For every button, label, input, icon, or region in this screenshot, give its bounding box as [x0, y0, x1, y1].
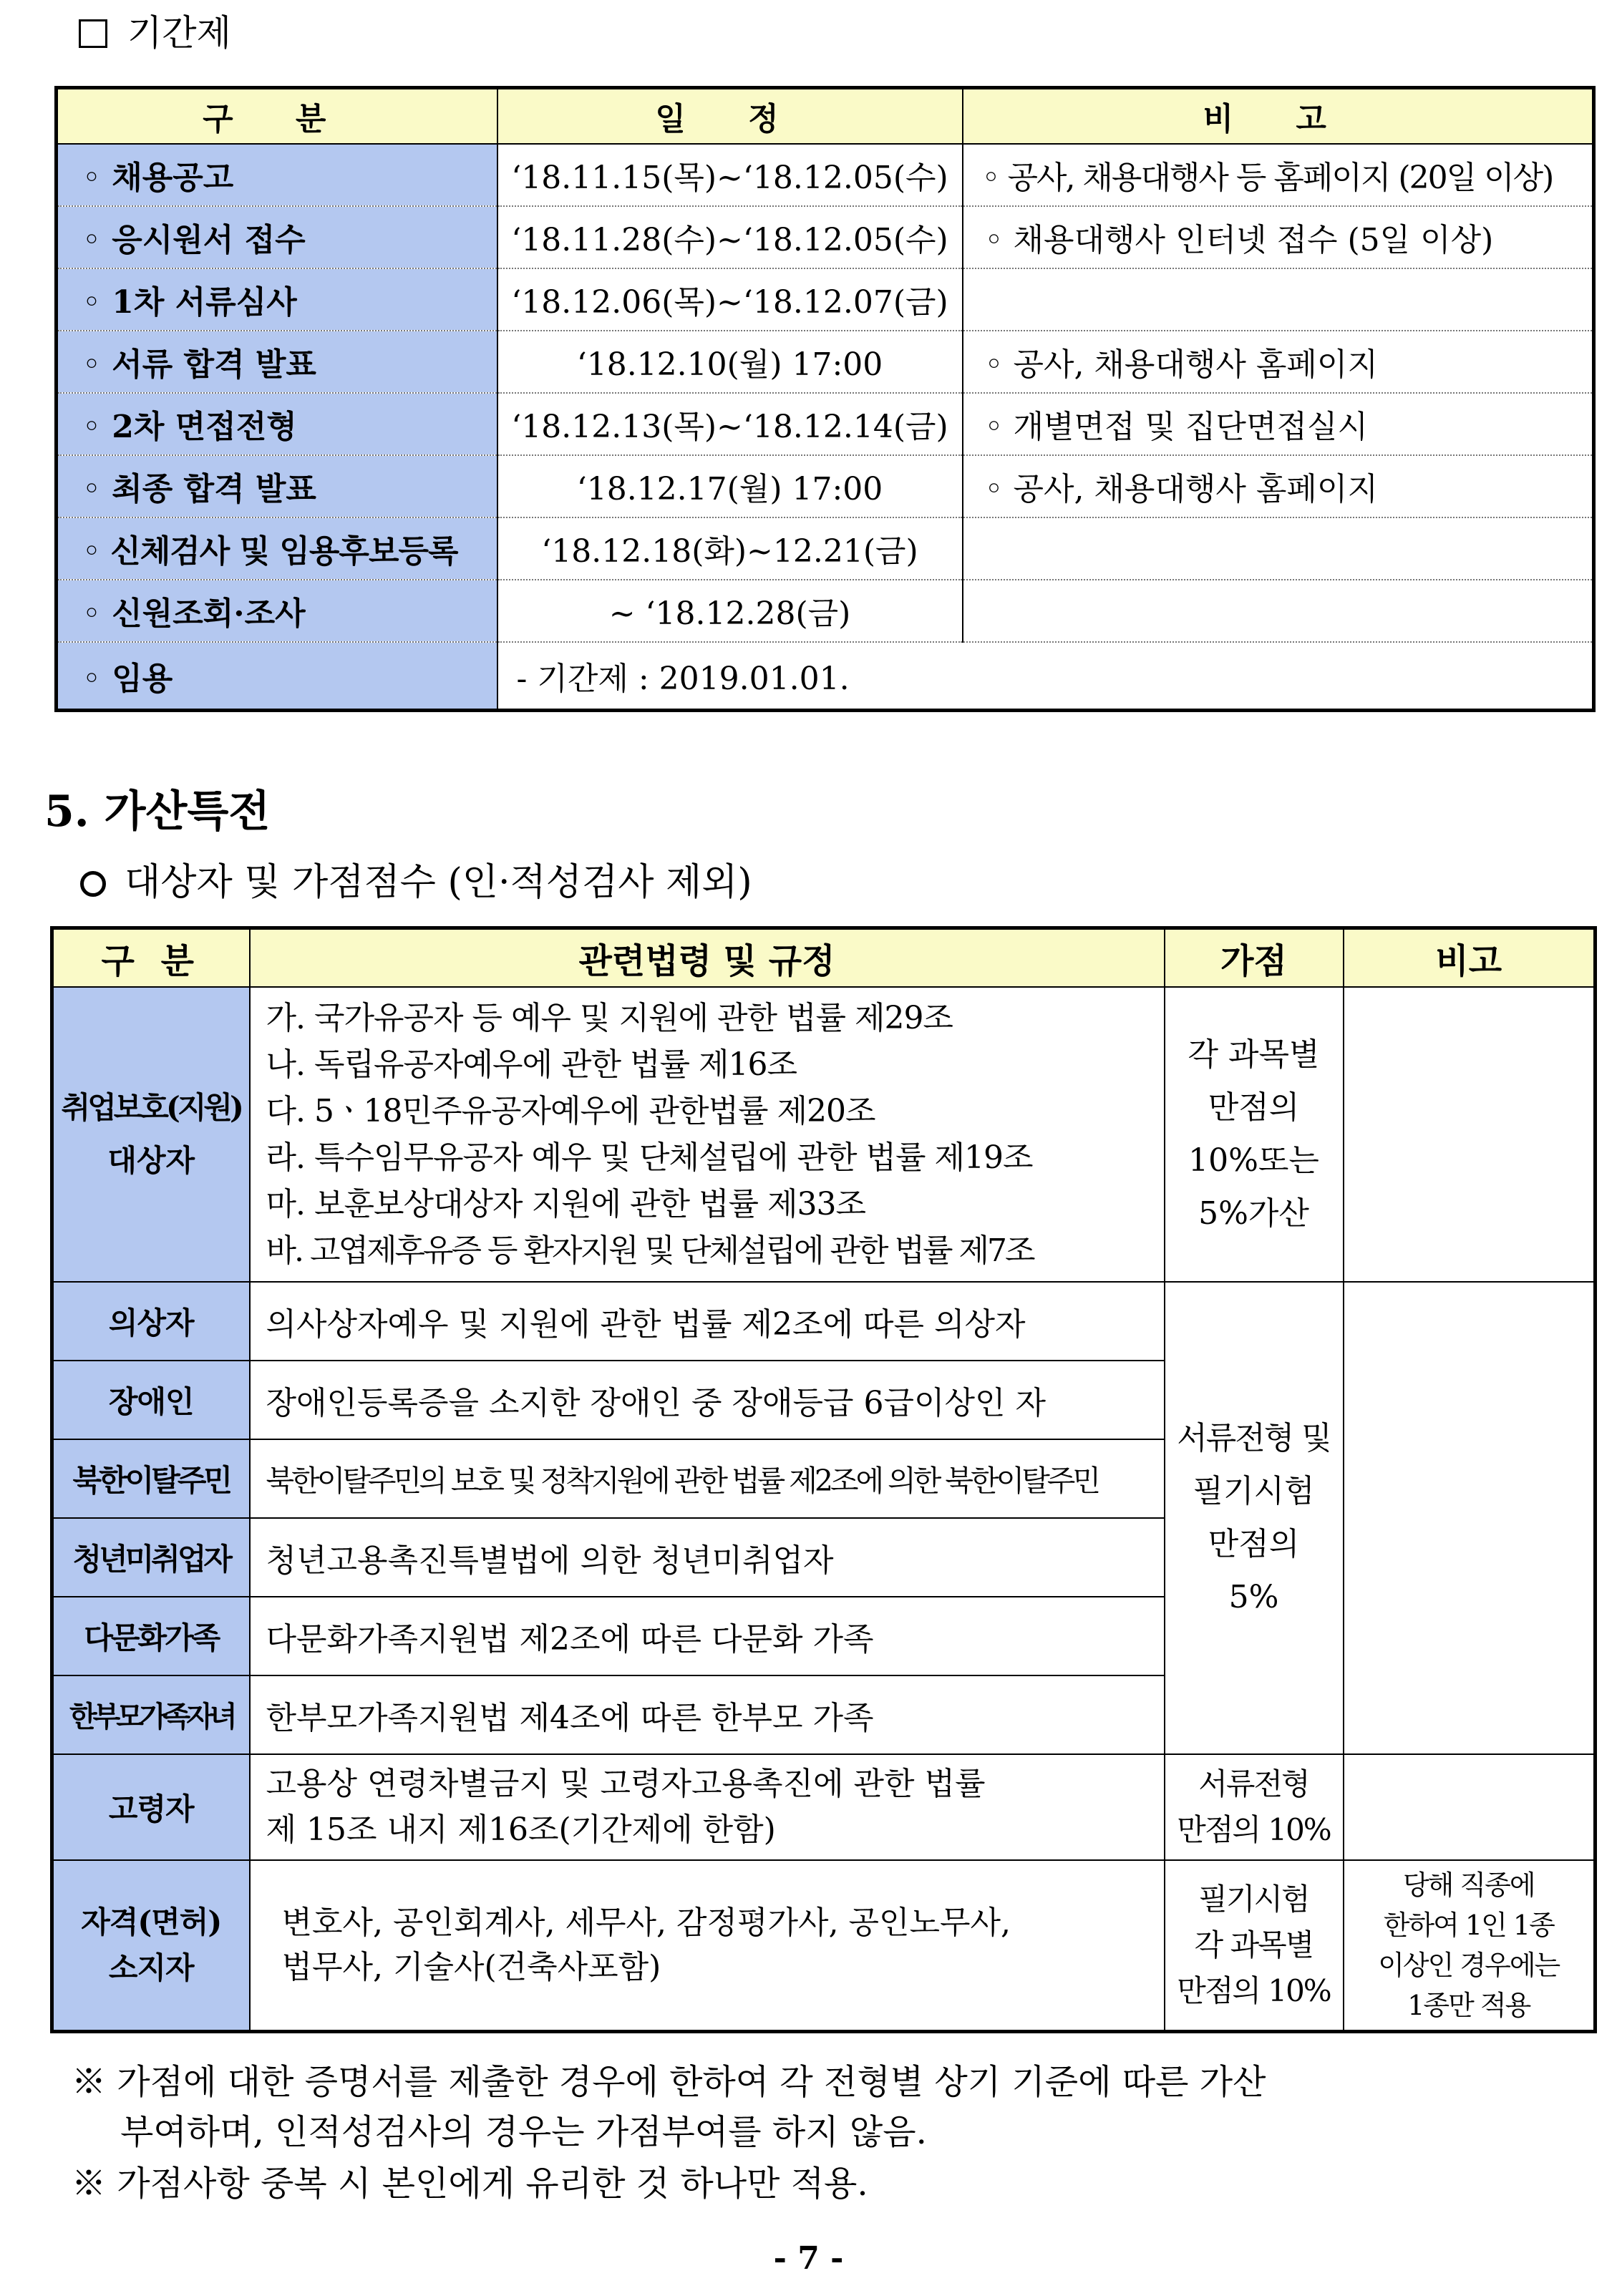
row-item: ◦ 2차 면접전형 [57, 393, 497, 455]
row-date: ‘18.12.17(월) 17:00 [497, 455, 963, 517]
footnote-1-cont: 부여하며, 인적성검사의 경우는 가점부여를 하지 않음. [120, 2112, 927, 2152]
section-subtitle: 대상자 및 가점점수 (인·적성검사 제외) [125, 861, 752, 904]
section-header-temporary [79, 4, 231, 56]
checkbox-square-icon [79, 19, 107, 48]
points-line: 5%가산 [1198, 1195, 1309, 1232]
points-elderly [1165, 1754, 1344, 1860]
laws-employment [250, 987, 1165, 1282]
points-line: 10%또는 [1188, 1142, 1319, 1179]
table-row-employment [52, 987, 1596, 1282]
table-row [57, 331, 1594, 393]
points-line: 서류전형 [1198, 1766, 1309, 1801]
points-line: 만점의 [1208, 1089, 1300, 1126]
table-row [52, 1282, 1596, 1361]
points-line: 필기시험 [1198, 1881, 1309, 1917]
header-laws: 관련법령 및 규정 [250, 928, 1165, 987]
law-group: 장애인등록증을 소지한 장애인 중 장애등급 6급이상인 자 [250, 1361, 1165, 1439]
row-item: ◦ 신체검사 및 임용후보등록 [57, 517, 497, 580]
law-group: 청년고용촉진특별법에 의한 청년미취업자 [250, 1518, 1165, 1597]
note-line: 이상인 경우에는 [1378, 1949, 1560, 1981]
row-item: ◦ 서류 합격 발표 [57, 331, 497, 393]
label-group: 의상자 [52, 1282, 250, 1361]
label-group: 장애인 [52, 1361, 250, 1439]
law-line: 라. 특수임무유공자 예우 및 단체설립에 관한 법률 제19조 [266, 1139, 1033, 1176]
table-row [57, 144, 1594, 206]
points-line: 만점의 10% [1177, 1972, 1331, 2008]
row-note: ◦ 공사, 채용대행사 홈페이지 [963, 331, 1594, 393]
remarks-groups [1344, 1282, 1596, 1754]
law-line: 변호사, 공인회계사, 세무사, 감정평가사, 공인노무사, [281, 1904, 1011, 1941]
remarks-elderly [1344, 1754, 1596, 1860]
label-line: 취업보호(지원) [61, 1089, 241, 1125]
label-employment [52, 987, 250, 1282]
points-line: 필기시험 [1193, 1472, 1315, 1509]
law-group: 의사상자예우 및 지원에 관한 법률 제2조에 따른 의상자 [250, 1282, 1165, 1361]
law-line: 마. 보훈보상대상자 지원에 관한 법률 제33조 [266, 1185, 865, 1222]
label-group: 다문화가족 [52, 1597, 250, 1675]
table-row [57, 580, 1594, 642]
law-elderly [250, 1754, 1165, 1860]
law-line: 가. 국가유공자 등 예우 및 지원에 관한 법률 제29조 [266, 999, 953, 1036]
law-line: 바. 고엽제후유증 등 환자지원 및 단체설립에 관한 법률 제7조 [266, 1232, 1034, 1269]
law-line: 제 15조 내지 제16조(기간제에 한함) [266, 1811, 776, 1848]
table-row-elderly [52, 1754, 1596, 1860]
points-groups [1165, 1282, 1344, 1754]
row-item: ◦ 임용 [57, 642, 497, 711]
row-note [963, 580, 1594, 642]
header-remarks: 비고 [1344, 928, 1596, 987]
table-header-row [57, 88, 1594, 144]
row-date: ‘18.11.15(목)~‘18.12.05(수) [497, 144, 963, 206]
points-employment [1165, 987, 1344, 1282]
label-group: 청년미취업자 [52, 1518, 250, 1597]
row-item: ◦ 1차 서류심사 [57, 268, 497, 331]
remarks-employment [1344, 987, 1596, 1282]
table-row [57, 517, 1594, 580]
label-line: 소지자 [108, 1950, 194, 1985]
footnote-1: ※ 가점에 대한 증명서를 제출한 경우에 한하여 각 전형별 상기 기준에 따른 가산 [72, 2062, 1266, 2102]
row-date: ~ ‘18.12.28(금) [497, 580, 963, 642]
section-label: 기간제 [127, 12, 231, 54]
law-group: 북한이탈주민의 보호 및 정착지원에 관한 법률 제2조에 의한 북한이탈주민 [250, 1439, 1165, 1518]
law-group: 한부모가족지원법 제4조에 따른 한부모 가족 [250, 1675, 1165, 1754]
page-number: - 7 - [773, 2240, 844, 2277]
table-row [57, 642, 1594, 711]
label-line: 자격(면허) [81, 1904, 222, 1940]
header-category: 구 분 [52, 928, 250, 987]
law-line: 다. 5ㆍ18민주유공자예우에 관한법률 제20조 [266, 1092, 875, 1129]
section-title: 5. 가산특전 [44, 787, 271, 837]
row-item: ◦ 최종 합격 발표 [57, 455, 497, 517]
law-line: 고용상 연령차별금지 및 고령자고용촉진에 관한 법률 [266, 1765, 986, 1802]
header-schedule: 일 정 [497, 88, 963, 144]
law-license [250, 1860, 1165, 2032]
bonus-points-table [50, 926, 1597, 2033]
row-note: ◦ 공사, 채용대행사 등 홈페이지 (20일 이상) [963, 144, 1594, 206]
note-line: 당해 직종에 [1402, 1869, 1535, 1901]
row-date: ‘18.12.10(월) 17:00 [497, 331, 963, 393]
row-note [963, 517, 1594, 580]
table-row [57, 268, 1594, 331]
row-note [963, 268, 1594, 331]
schedule-table [54, 86, 1596, 712]
header-remarks: 비 고 [963, 88, 1594, 144]
points-license [1165, 1860, 1344, 2032]
points-line: 서류전형 및 [1177, 1419, 1331, 1456]
table-header-row [52, 928, 1596, 987]
label-group: 북한이탈주민 [52, 1439, 250, 1518]
circle-bullet-icon [80, 871, 106, 897]
note-line: 한하여 1인 1종 [1383, 1909, 1554, 1941]
points-line: 만점의 [1208, 1525, 1300, 1562]
row-note: ◦ 공사, 채용대행사 홈페이지 [963, 455, 1594, 517]
label-elderly: 고령자 [52, 1754, 250, 1860]
footnote-2: ※ 가점사항 중복 시 본인에게 유리한 것 하나만 적용. [72, 2164, 868, 2204]
row-date: ‘18.12.06(목)~‘18.12.07(금) [497, 268, 963, 331]
row-note: ◦ 개별면접 및 집단면접실시 [963, 393, 1594, 455]
remarks-license [1344, 1860, 1596, 2032]
row-item: ◦ 신원조회·조사 [57, 580, 497, 642]
row-date: - 기간제 : 2019.01.01. [497, 642, 1594, 711]
table-row-license [52, 1860, 1596, 2032]
note-line: 1종만 적용 [1407, 1989, 1530, 2021]
label-group: 한부모가족자녀 [52, 1675, 250, 1754]
section-subtitle-line [80, 852, 752, 905]
law-line: 나. 독립유공자예우에 관한 법률 제16조 [266, 1046, 797, 1083]
row-item: ◦ 채용공고 [57, 144, 497, 206]
row-date: ‘18.11.28(수)~‘18.12.05(수) [497, 206, 963, 268]
points-line: 5% [1228, 1578, 1279, 1615]
points-line: 각 과목별 [1188, 1036, 1320, 1073]
row-date: ‘18.12.18(화)~12.21(금) [497, 517, 963, 580]
row-date: ‘18.12.13(목)~‘18.12.14(금) [497, 393, 963, 455]
law-line: 법무사, 기술사(건축사포함) [281, 1948, 661, 1985]
row-note: ◦ 채용대행사 인터넷 접수 (5일 이상) [963, 206, 1594, 268]
label-line: 대상자 [107, 1142, 195, 1178]
table-row [57, 206, 1594, 268]
table-row [57, 393, 1594, 455]
points-line: 만점의 10% [1177, 1811, 1331, 1847]
points-line: 각 과목별 [1194, 1927, 1313, 1962]
table-row [57, 455, 1594, 517]
law-group: 다문화가족지원법 제2조에 따른 다문화 가족 [250, 1597, 1165, 1675]
header-points: 가점 [1165, 928, 1344, 987]
header-category: 구 분 [57, 88, 497, 144]
label-license [52, 1860, 250, 2032]
row-item: ◦ 응시원서 접수 [57, 206, 497, 268]
